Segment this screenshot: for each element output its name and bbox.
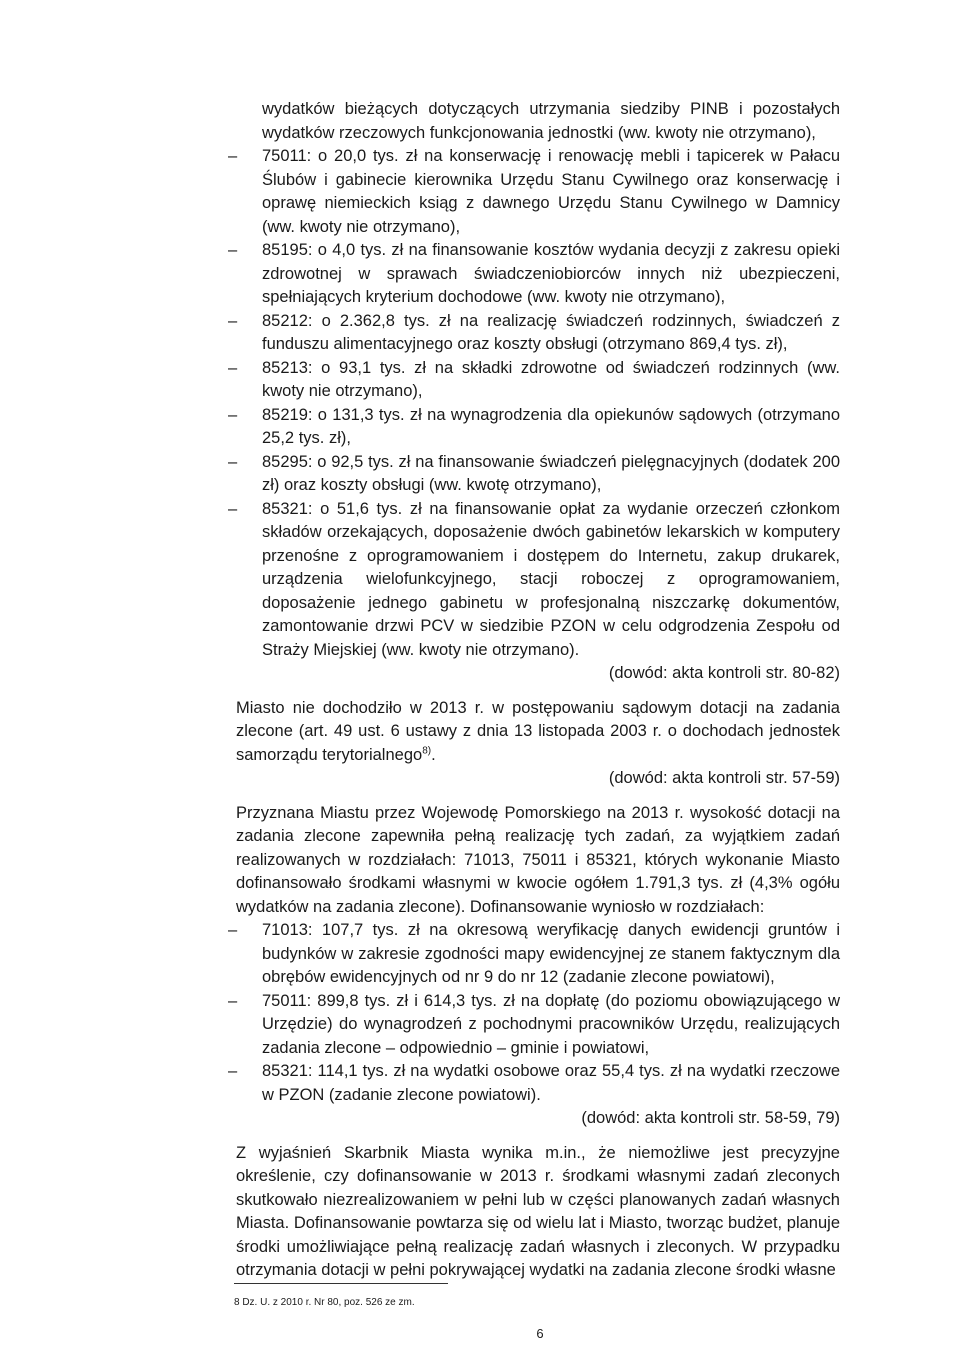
list-dash: – bbox=[228, 452, 238, 471]
list-dash: – bbox=[228, 311, 238, 330]
evidence-reference: (dowód: akta kontroli str. 80-82) bbox=[608, 664, 840, 682]
list-item bbox=[228, 357, 840, 404]
list-item-text: 85321: 114,1 tys. zł na wydatki osobowe oraz 55,4 tys. zł na wydatki rzeczowe w PZON (zadanie zlecone powiatowi). bbox=[262, 1062, 840, 1104]
evidence-reference: (dowód: akta kontroli str. 57-59) bbox=[608, 769, 840, 787]
list-item-text: 85295: o 92,5 tys. zł na finansowanie świadczeń pielęgnacyjnych (dodatek 200 zł) oraz koszty obsługi (ww. kwotę otrzymano), bbox=[262, 452, 840, 494]
list-item-text: 75011: 899,8 tys. zł i 614,3 tys. zł na dopłatę (do poziomu obowiązującego w Urzędzie) do wynagrodzeń z pochodnymi pracowników Urzędu, realizujących zadania zlecone – odpowiednio – gminie i powiatowi, bbox=[262, 991, 840, 1057]
paragraph-text: Miasto nie dochodziło w 2013 r. w postępowaniu sądowym dotacji na zadania zlecone (art. 49 ust. 6 ustawy z dnia 13 listopada 2003 r. o dochodach jednostek samorządu terytorialnego bbox=[236, 698, 840, 764]
list-item bbox=[228, 1060, 840, 1107]
list-item-text: wydatków bieżących dotyczących utrzymania siedziby PINB i pozostałych wydatków rzeczowych funkcjonowania jednostki (ww. kwoty nie otrzymano), bbox=[262, 100, 840, 142]
list-dash: – bbox=[228, 358, 238, 377]
list-item bbox=[228, 145, 840, 239]
paragraph bbox=[236, 697, 840, 768]
list-dash: – bbox=[228, 1062, 238, 1080]
list-dash: – bbox=[228, 499, 238, 518]
list-item-text: 85212: o 2.362,8 tys. zł na realizację świadczeń rodzinnych, świadczeń z funduszu alimentacyjnego oraz koszty obsługi (otrzymano 869,4 tys. zł), bbox=[262, 311, 840, 353]
footnote-divider bbox=[234, 1283, 448, 1284]
list-item bbox=[228, 919, 840, 990]
list-item-text: 75011: o 20,0 tys. zł na konserwację i renowację mebli i tapicerek w Pałacu Ślubów i gabinecie kierownika Urzędu Stanu Cywilnego oraz konserwację i oprawę niemieckich ksiąg z dawnego Urzędu Stanu Cywilnego w Damnicy (ww. kwoty nie otrzymano), bbox=[262, 147, 840, 236]
list-item-text: 85219: o 131,3 tys. zł na wynagrodzenia dla opiekunów sądowych (otrzymano 25,2 tys. zł), bbox=[262, 405, 840, 447]
list-item bbox=[228, 310, 840, 357]
list-dash: – bbox=[228, 405, 238, 424]
list-item bbox=[228, 451, 840, 498]
list-dash: – bbox=[228, 921, 238, 939]
list-dash: – bbox=[228, 147, 238, 165]
list-item bbox=[228, 990, 840, 1061]
footnote-marker: 8) bbox=[422, 745, 432, 756]
paragraph: Z wyjaśnień Skarbnik Miasta wynika m.in., że niemożliwe jest precyzyjne określenie, czy dofinansowanie w 2013 r. środkami własnymi zadań zleconych skutkowało niezrealizowaniem w pełni lub w części planowanych zadań własnych Miasta. Dofinansowanie powtarza się od wielu lat i Miasto, tworząc budżet, planuje środki umożliwiające pełną realizację zadań własnych i zleconych. W przypadku otrzymania dotacji w pełni pokrywającej wydatki na zadania zlecone środki własne bbox=[236, 1143, 840, 1279]
list-item bbox=[228, 404, 840, 451]
list-item bbox=[228, 239, 840, 310]
list-dash: – bbox=[228, 991, 238, 1010]
evidence-reference: (dowód: akta kontroli str. 58-59, 79) bbox=[581, 1109, 840, 1127]
list-item-text: 71013: 107,7 tys. zł na okresową weryfikację danych ewidencji gruntów i budynków w zakresie zgodności mapy ewidencyjnej ze stanem faktycznym dla obrębów ewidencyjnych od nr 9 do nr 12 (zadanie zlecone powiatowi), bbox=[262, 921, 840, 986]
footnote: 8 Dz. U. z 2010 r. Nr 80, poz. 526 ze zm. bbox=[234, 1297, 415, 1308]
list-item-continuation bbox=[236, 98, 840, 145]
list-item-text: 85195: o 4,0 tys. zł na finansowanie kosztów wydania decyzji z zakresu opieki zdrowotnej w sprawach świadczeniobiorców innych niż ubezpieczeni, spełniających kryterium dochodowe (ww. kwoty nie otrzymano), bbox=[262, 241, 840, 306]
list-item-text: 85213: o 93,1 tys. zł na składki zdrowotne od świadczeń rodzinnych (ww. kwoty nie otrzymano), bbox=[262, 358, 840, 400]
body-text bbox=[228, 98, 840, 1283]
list-dash: – bbox=[228, 241, 238, 259]
list-item-text: 85321: o 51,6 tys. zł na finansowanie opłat za wydanie orzeczeń członkom składów orzekających, doposażenie dwóch gabinetów lekarskich w komputery przenośne z oprogramowaniem i dostępem do Internetu, zakup drukarek, urządzenia wielofunkcyjnego, stacji roboczej z oprogramowaniem, doposażenie jednego gabinetu w profesjonalną niszczarkę dokumentów, zamontowanie drzwi PCV w siedzibie PZON w celu odgrodzenia Zespołu od Straży Miejskiej (ww. kwoty nie otrzymano). bbox=[262, 499, 840, 659]
paragraph: Przyznana Miastu przez Wojewodę Pomorskiego na 2013 r. wysokość dotacji na zadania zlecone zapewniła pełną realizację tych zadań, za wyjątkiem zadań realizowanych w rozdziałach: 71013, 75011 i 85321, których wykonanie Miasto dofinansowało środkami własnymi w kwocie ogółem 1.791,3 tys. zł (4,3% ogółu wydatków na zadania zlecone). Dofinansowanie wyniosło w rozdziałach: bbox=[236, 803, 840, 916]
list-item bbox=[228, 498, 840, 663]
paragraph-end: . bbox=[431, 745, 436, 764]
page-number: 6 bbox=[536, 1326, 544, 1341]
